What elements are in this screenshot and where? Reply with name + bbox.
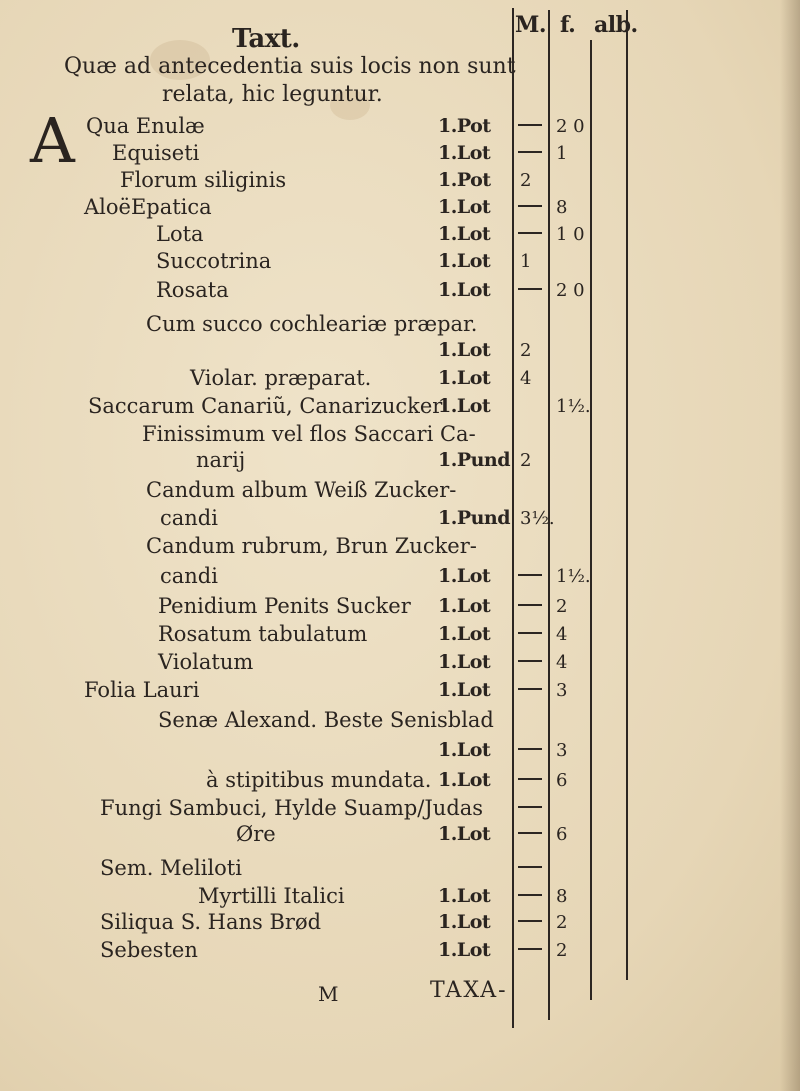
amount-f: 1½. bbox=[556, 396, 591, 417]
dash-mark bbox=[518, 948, 542, 950]
column-rule-right bbox=[590, 40, 592, 1000]
entry-name: Candum album Weiß Zucker- bbox=[146, 478, 457, 502]
amount-f: 3 bbox=[556, 740, 568, 761]
entry-name: Sem. Meliloti bbox=[100, 856, 242, 880]
column-header-alb: alb. bbox=[594, 12, 638, 38]
entry-name: Folia Lauri bbox=[84, 678, 200, 702]
entry-unit: 1.Pund bbox=[438, 449, 511, 471]
dash-mark bbox=[518, 688, 542, 690]
amount-f: 2 bbox=[556, 596, 568, 617]
intro-line-2: relata, hic leguntur. bbox=[162, 82, 383, 107]
amount-f: 1 0 bbox=[556, 224, 585, 245]
amount-f: 8 bbox=[556, 886, 568, 907]
dash-mark bbox=[518, 894, 542, 896]
entry-unit: 1.Lot bbox=[438, 823, 491, 845]
entry-unit: 1.Lot bbox=[438, 196, 491, 218]
amount-f: 2 bbox=[556, 912, 568, 933]
entry-name: Finissimum vel flos Saccari Ca- bbox=[142, 422, 476, 446]
entry-unit: 1.Lot bbox=[438, 395, 491, 417]
entry-name: candi bbox=[160, 506, 218, 530]
catchword: TAXA- bbox=[430, 978, 508, 1003]
amount-m: 1 bbox=[520, 251, 532, 272]
decorated-initial: A bbox=[30, 104, 75, 177]
entry-unit: 1.Lot bbox=[438, 623, 491, 645]
entry-unit: 1.Pund bbox=[438, 507, 511, 529]
amount-f: 8 bbox=[556, 197, 568, 218]
entry-unit: 1.Lot bbox=[438, 651, 491, 673]
dash-mark bbox=[518, 778, 542, 780]
entry-name: Penidium Penits Sucker bbox=[158, 594, 411, 618]
entry-unit: 1.Lot bbox=[438, 367, 491, 389]
entry-name: Fungi Sambuci, Hylde Suamp/Judas bbox=[100, 796, 484, 820]
dash-mark bbox=[518, 232, 542, 234]
amount-m: 2 bbox=[520, 450, 532, 471]
entry-name: Florum siliginis bbox=[120, 168, 287, 192]
entry-unit: 1.Lot bbox=[438, 250, 491, 272]
entry-name: Violatum bbox=[158, 650, 254, 674]
dash-mark bbox=[518, 806, 542, 808]
page-title: Taxt. bbox=[232, 24, 300, 54]
amount-m: 4 bbox=[520, 368, 532, 389]
entry-unit: 1.Lot bbox=[438, 769, 491, 791]
column-rule-edge bbox=[626, 10, 628, 980]
entry-unit: 1.Pot bbox=[438, 169, 491, 191]
entry-name: Rosatum tabulatum bbox=[158, 622, 368, 646]
entry-unit: 1.Lot bbox=[438, 939, 491, 961]
amount-f: 1½. bbox=[556, 566, 591, 587]
entry-name: Øre bbox=[236, 822, 276, 846]
entry-name: Equiseti bbox=[112, 141, 200, 165]
dash-mark bbox=[518, 604, 542, 606]
dash-mark bbox=[518, 288, 542, 290]
amount-m: 3½. bbox=[520, 508, 555, 529]
entry-unit: 1.Lot bbox=[438, 885, 491, 907]
amount-f: 4 bbox=[556, 652, 568, 673]
entry-name: Senæ Alexand. Beste Senisblad bbox=[158, 708, 494, 732]
entry-name: AloëEpatica bbox=[84, 195, 212, 219]
entry-unit: 1.Lot bbox=[438, 279, 491, 301]
entry-unit: 1.Lot bbox=[438, 223, 491, 245]
column-header-f: f. bbox=[560, 12, 576, 38]
entry-name: Qua Enulæ bbox=[86, 114, 205, 138]
dash-mark bbox=[518, 660, 542, 662]
entry-unit: 1.Lot bbox=[438, 911, 491, 933]
dash-mark bbox=[518, 151, 542, 153]
entry-name: Succotrina bbox=[156, 249, 272, 273]
column-rule-left bbox=[512, 8, 514, 1028]
entry-unit: 1.Lot bbox=[438, 142, 491, 164]
amount-m: 2 bbox=[520, 170, 532, 191]
signature-mark: M bbox=[318, 982, 339, 1006]
entry-unit: 1.Lot bbox=[438, 339, 491, 361]
dash-mark bbox=[518, 632, 542, 634]
amount-f: 4 bbox=[556, 624, 568, 645]
entry-unit: 1.Lot bbox=[438, 595, 491, 617]
column-header-m: M. bbox=[515, 12, 547, 38]
entry-name: candi bbox=[160, 564, 218, 588]
entry-name: Sebesten bbox=[100, 938, 198, 962]
dash-mark bbox=[518, 574, 542, 576]
entry-name: Rosata bbox=[156, 278, 229, 302]
dash-mark bbox=[518, 124, 542, 126]
dash-mark bbox=[518, 832, 542, 834]
entry-name: Saccarum Canariũ, Canarizucker bbox=[88, 394, 443, 418]
amount-f: 2 0 bbox=[556, 116, 585, 137]
entry-name: Cum succo cochleariæ præpar. bbox=[146, 312, 478, 336]
amount-f: 2 0 bbox=[556, 280, 585, 301]
entry-unit: 1.Lot bbox=[438, 739, 491, 761]
page-edge-shadow bbox=[780, 0, 800, 1091]
entry-name: Lota bbox=[156, 222, 204, 246]
dash-mark bbox=[518, 205, 542, 207]
entry-name: à stipitibus mundata. bbox=[206, 768, 432, 792]
amount-f: 2 bbox=[556, 940, 568, 961]
dash-mark bbox=[518, 920, 542, 922]
dash-mark bbox=[518, 748, 542, 750]
amount-f: 3 bbox=[556, 680, 568, 701]
amount-f: 6 bbox=[556, 824, 568, 845]
dash-mark bbox=[518, 866, 542, 868]
entry-name: Siliqua S. Hans Brød bbox=[100, 910, 322, 934]
amount-f: 6 bbox=[556, 770, 568, 791]
entry-unit: 1.Pot bbox=[438, 115, 491, 137]
amount-f: 1 bbox=[556, 143, 568, 164]
entry-name: Myrtilli Italici bbox=[198, 884, 345, 908]
entry-name: Violar. præparat. bbox=[190, 366, 372, 390]
amount-m: 2 bbox=[520, 340, 532, 361]
entry-unit: 1.Lot bbox=[438, 565, 491, 587]
entry-name: narij bbox=[196, 448, 246, 472]
intro-line-1: Quæ ad antecedentia suis locis non sunt bbox=[64, 54, 516, 79]
entry-unit: 1.Lot bbox=[438, 679, 491, 701]
entry-name: Candum rubrum, Brun Zucker- bbox=[146, 534, 477, 558]
